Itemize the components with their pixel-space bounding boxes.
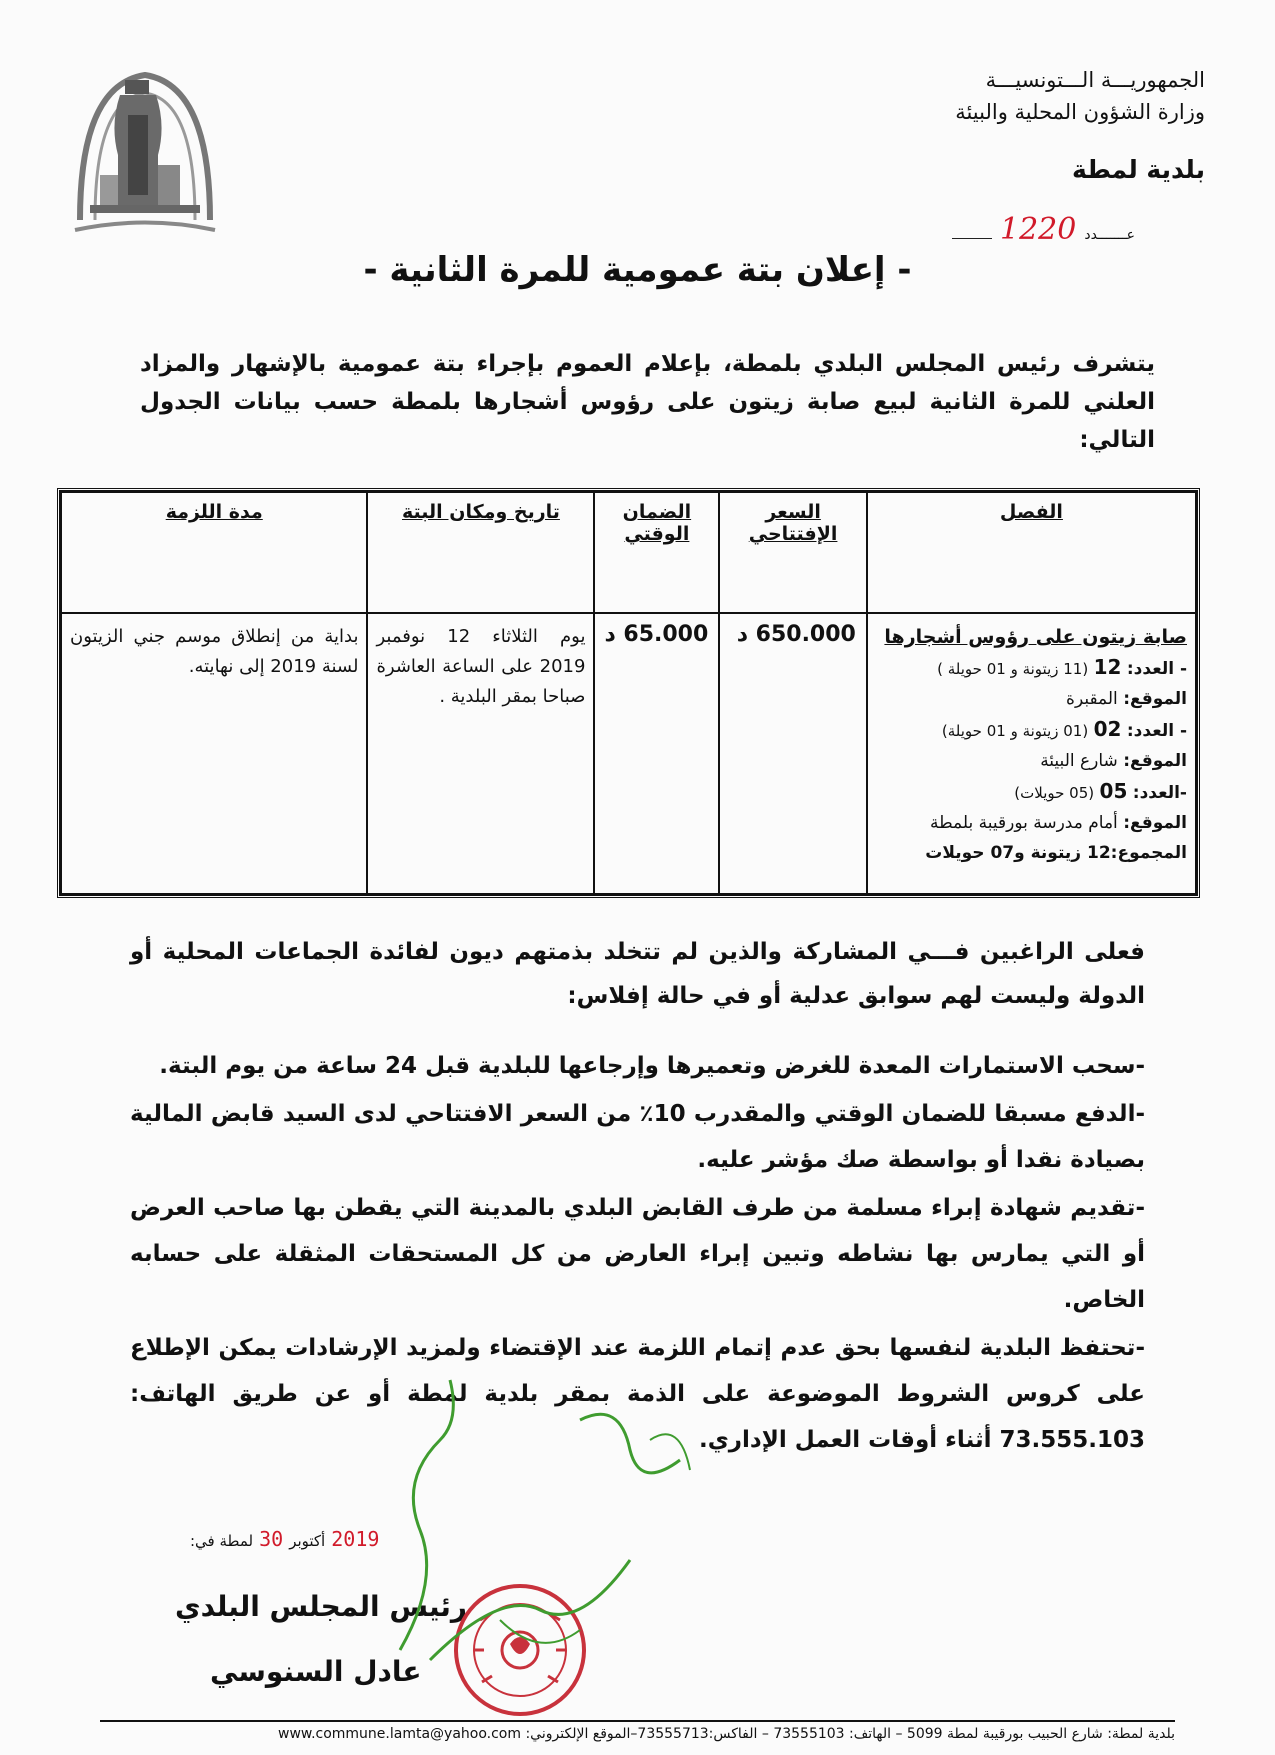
cell-parcel — [867, 613, 1196, 894]
parcel-count-2: - العدد: 02 (01 زيتونة و 01 حويلة) — [941, 717, 1187, 741]
parcel-count-3: -العدد: 05 (05 حويلات) — [1014, 779, 1187, 803]
conditions-intro: فعلى الراغبين فـــي المشاركة والذين لم تتخلد بذمتهم ديون لفائدة الجماعات المحلية أو الدولة وليست لهم سوابق عدلية أو في حالة إفلاس: — [130, 939, 1145, 1009]
header-block — [955, 64, 1205, 186]
parcel-site-2: الموقع: شارع البيئة — [1040, 751, 1187, 771]
number-underline — [952, 238, 992, 239]
date-prefix: لمطة في: — [190, 1532, 254, 1550]
parcel-title: صابة زيتون على رؤوس أشجارها — [884, 626, 1187, 648]
condition-item: -تحتفظ البلدية لنفسها بحق عدم إتمام اللزمة عند الإقتضاء ولمزيد الإرشادات يمكن الإطلاع على كروس الشروط الموضوعة على الذمة بمقر بلدية لمطة أو عن طريق الهاتف: 73.555.103 أثناء أوقات العمل الإداري. — [130, 1335, 1145, 1453]
footer-divider — [100, 1720, 1175, 1722]
municipality-name: بلدية لمطة — [1072, 155, 1205, 184]
ministry-name: وزارة الشؤون المحلية والبيئة — [955, 100, 1205, 124]
number-label: عـــــــدد — [1084, 227, 1135, 243]
signatory-name: عادل السنوسي — [210, 1655, 422, 1688]
parcel-count-1: - العدد: 12 (11 زيتونة و 01 حويلة ) — [937, 655, 1187, 679]
header-opening-price: السعر الإفتتاحي — [719, 492, 867, 613]
footer-address: بلدية لمطة: شارع الحبيب بورقيبة لمطة 5099 – الهاتف: 73555103 – الفاكس:73555713–الموقع الإلكتروني: www.commune.lamta@yahoo.com — [278, 1726, 1175, 1742]
cell-date-place: يوم الثلاثاء 12 نوفمبر 2019 على الساعة العاشرة صباحا بمقر البلدية . — [367, 613, 594, 894]
date-year: 2019 — [331, 1527, 380, 1551]
parcel-site-3: الموقع: أمام مدرسة بورقيبة بلمطة — [929, 813, 1187, 833]
municipality-logo — [70, 55, 220, 245]
republic-name: الجمهوريـــة الـــتونسيـــة — [985, 68, 1205, 92]
cell-duration: بداية من إنطلاق موسم جني الزيتون لسنة 2019 إلى نهايته. — [61, 613, 367, 894]
handwritten-signature — [380, 1360, 710, 1680]
intro-paragraph: يتشرف رئيس المجلس البلدي بلمطة، بإعلام العموم بإجراء بتة عمومية بالإشهار والمزاد العلني للمرة الثانية لبيع صابة زيتون على رؤوس أشجارها بلمطة حسب بيانات الجدول التالي: — [140, 351, 1155, 453]
cell-guarantee: 65.000 د — [594, 613, 719, 894]
bid-table — [57, 488, 1200, 898]
parcel-total: المجموع:12 زيتونة و07 حويلات — [925, 843, 1187, 863]
header-guarantee: الضمان الوقتي — [594, 492, 719, 613]
date-day: 30 — [259, 1527, 284, 1551]
header-parcel: الفصل — [867, 492, 1196, 613]
parcel-site-1: الموقع: المقبرة — [1066, 689, 1187, 709]
table-header-row — [61, 492, 1196, 613]
header-duration: مدة اللزمة — [61, 492, 367, 613]
table-row — [61, 613, 1196, 894]
header-date-place: تاريخ ومكان البتة — [367, 492, 594, 613]
date-month: أكتوبر — [289, 1532, 326, 1550]
page-title: - إعلان بتة عمومية للمرة الثانية - — [363, 250, 912, 290]
document-number — [952, 212, 1135, 247]
condition-item: -سحب الاستمارات المعدة للغرض وتعميرها وإرجاعها للبلدية قبل 24 ساعة من يوم البتة. — [159, 1053, 1145, 1079]
cell-opening-price: 650.000 د — [719, 613, 867, 894]
date-line — [190, 1527, 379, 1551]
number-value: 1220 — [999, 212, 1077, 247]
condition-item: -الدفع مسبقا للضمان الوقتي والمقدرب 10٪ من السعر الافتتاحي لدى السيد قابض المالية بصيادة نقدا أو بواسطة صك مؤشر عليه. — [130, 1101, 1145, 1173]
condition-item: -تقديم شهادة إبراء مسلمة من طرف القابض البلدي بالمدينة التي يقطن بها صاحب العرض أو التي يمارس بها نشاطه وتبين إبراء العارض من كل المستحقات المثقلة على حسابه الخاص. — [130, 1195, 1145, 1313]
signatory-title: رئيس المجلس البلدي — [175, 1590, 468, 1623]
